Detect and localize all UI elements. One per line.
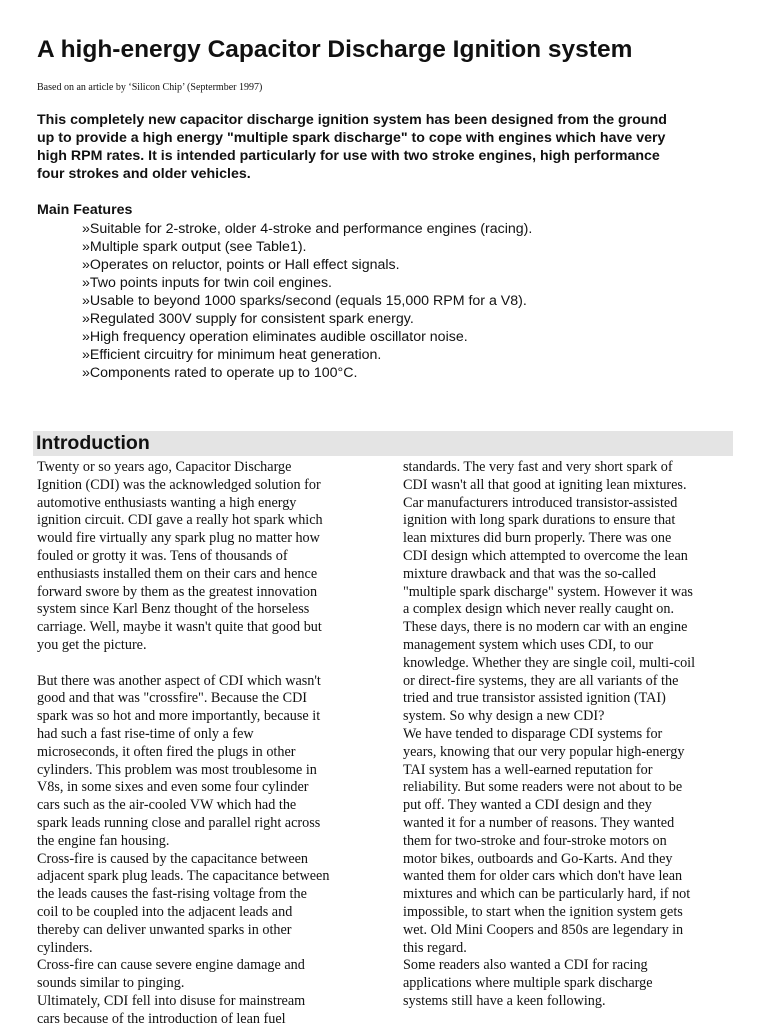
body-line: spark leads running close and parallel right across (37, 814, 321, 831)
body-line: or direct-fire systems, they are all variants of the (403, 672, 679, 689)
body-line: system since Karl Benz thought of the horseless (37, 601, 310, 618)
body-line: you get the picture. (37, 636, 147, 653)
feature-item: »Suitable for 2-stroke, older 4-stroke and performance engines (racing). (82, 221, 533, 237)
body-line: wet. Old Mini Coopers and 850s are legendary in (403, 921, 684, 938)
body-line: management system which uses CDI, to our (403, 636, 654, 653)
lead-line: This completely new capacitor discharge ignition system has been designed from the ground (37, 112, 667, 128)
feature-item: »Components rated to operate up to 100°C. (82, 365, 358, 381)
features-list (82, 220, 532, 382)
body-line: automotive enthusiasts wanting a high energy (37, 494, 297, 511)
feature-item: »Usable to beyond 1000 sparks/second (equals 15,000 RPM for a V8). (82, 293, 527, 309)
body-line: We have tended to disparage CDI systems for (403, 725, 663, 742)
body-line: put off. They wanted a CDI design and they (403, 797, 652, 814)
body-line: These days, there is no modern car with an engine (403, 619, 688, 636)
body-line: CDI design which attempted to overcome the lean (403, 547, 688, 564)
feature-item: »Two points inputs for twin coil engines. (82, 275, 332, 291)
lead-line: four strokes and older vehicles. (37, 166, 251, 182)
body-line: Car manufacturers introduced transistor-assisted (403, 494, 678, 511)
body-line: Twenty or so years ago, Capacitor Discharge (37, 459, 292, 475)
features-heading: Main Features (37, 202, 133, 218)
body-line: would fire virtually any spark plug no matter how (37, 530, 320, 547)
feature-item: »High frequency operation eliminates audible oscillator noise. (82, 329, 468, 345)
body-line: cylinders. (37, 939, 93, 956)
body-line: applications where multiple spark discharge (403, 975, 653, 992)
lead-line: high RPM rates. It is intended particularly for use with two stroke engines, high performance (37, 148, 660, 164)
feature-item: »Efficient circuitry for minimum heat generation. (82, 347, 382, 363)
body-line: cars because of the introduction of lean fuel (37, 1010, 286, 1027)
body-line: the leads causes the fast-rising voltage from the (37, 886, 307, 903)
body-line: a complex design which never really caught on. (403, 601, 675, 618)
body-line: knowledge. Whether they are single coil, multi-coil (403, 654, 696, 671)
lead-paragraph (37, 111, 737, 183)
body-line: sounds similar to pinging. (37, 975, 185, 992)
body-line: Ignition (CDI) was the acknowledged solution for (37, 476, 321, 493)
body-line: Ultimately, CDI fell into disuse for mainstream (37, 992, 306, 1009)
body-line: this regard. (403, 939, 467, 956)
body-line: carriage. Well, maybe it wasn't quite that good but (37, 619, 322, 636)
body-line: mixtures and which can be particularly hard, if not (403, 886, 691, 903)
section-header-bar (33, 431, 733, 456)
body-line: thereby can deliver unwanted sparks in other (37, 921, 292, 938)
body-line: cars such as the air-cooled VW which had the (37, 797, 297, 814)
body-line: Some readers also wanted a CDI for racing (403, 957, 648, 974)
body-line: them for two-stroke and four-stroke motors on (403, 832, 667, 849)
body-line: coil to be coupled into the adjacent leads and (37, 903, 293, 920)
body-line: lean mixtures did burn properly. There was one (403, 530, 672, 547)
page-title: A high-energy Capacitor Discharge Ignition system (37, 36, 633, 63)
feature-item: »Regulated 300V supply for consistent spark energy. (82, 311, 414, 327)
source-byline: Based on an article by ‘Silicon Chip’ (Septermber 1997) (37, 82, 263, 93)
body-line: But there was another aspect of CDI which wasn't (37, 672, 321, 689)
body-line: V8s, in some sixes and even some four cylinder (37, 779, 309, 796)
body-line: "multiple spark discharge" system. However it was (403, 583, 693, 600)
body-line: had such a fast rise-time of only a few (37, 725, 254, 742)
body-line: Cross-fire can cause severe engine damage and (37, 957, 305, 974)
body-line: ignition with long spark durations to ensure that (403, 512, 676, 529)
body-line: impossible, to start when the ignition system gets (403, 903, 683, 920)
body-line: microseconds, it often fired the plugs in other (37, 743, 296, 760)
body-line: mixture drawback and that was the so-called (403, 565, 656, 582)
body-line: standards. The very fast and very short spark of (403, 459, 673, 475)
body-line: cylinders. This problem was most troublesome in (37, 761, 317, 778)
body-line: wanted it for a number of reasons. They wanted (403, 814, 675, 831)
body-line: ignition circuit. CDI gave a really hot spark which (37, 512, 323, 529)
body-line: tried and true transistor assisted ignition (TAI) (403, 690, 666, 707)
body-line: spark was so hot and more importantly, because it (37, 708, 321, 725)
body-line: wanted them for older cars which don't have lean (403, 868, 683, 885)
lead-line: up to provide a high energy "multiple spark discharge" to cope with engines which have very (37, 130, 666, 146)
body-line: enthusiasts installed them on their cars and hence (37, 565, 318, 582)
right-column (403, 459, 733, 1011)
body-line: the engine fan housing. (37, 832, 170, 849)
body-line: good and that was "crossfire". Because the CDI (37, 690, 308, 707)
body-line: reliability. But some readers were not about to be (403, 779, 683, 796)
paragraph-gap (37, 655, 367, 673)
feature-item: »Operates on reluctor, points or Hall effect signals. (82, 257, 400, 273)
feature-item: »Multiple spark output (see Table1). (82, 239, 307, 255)
body-line: adjacent spark plug leads. The capacitance between (37, 868, 330, 885)
body-line: CDI wasn't all that good at igniting lean mixtures. (403, 476, 687, 493)
body-line: fouled or grotty it was. Tens of thousands of (37, 547, 288, 564)
body-line: forward swore by them as the greatest innovation (37, 583, 318, 600)
body-line: Cross-fire is caused by the capacitance between (37, 850, 309, 867)
body-line: system. So why design a new CDI? (403, 708, 605, 725)
body-line: motor bikes, outboards and Go-Karts. And they (403, 850, 673, 867)
section-heading: Introduction (36, 432, 150, 454)
left-column (37, 459, 367, 1029)
body-line: TAI system has a well-earned reputation for (403, 761, 653, 778)
body-line: systems still have a keen following. (403, 992, 606, 1009)
body-line: years, knowing that our very popular high-energy (403, 743, 685, 760)
